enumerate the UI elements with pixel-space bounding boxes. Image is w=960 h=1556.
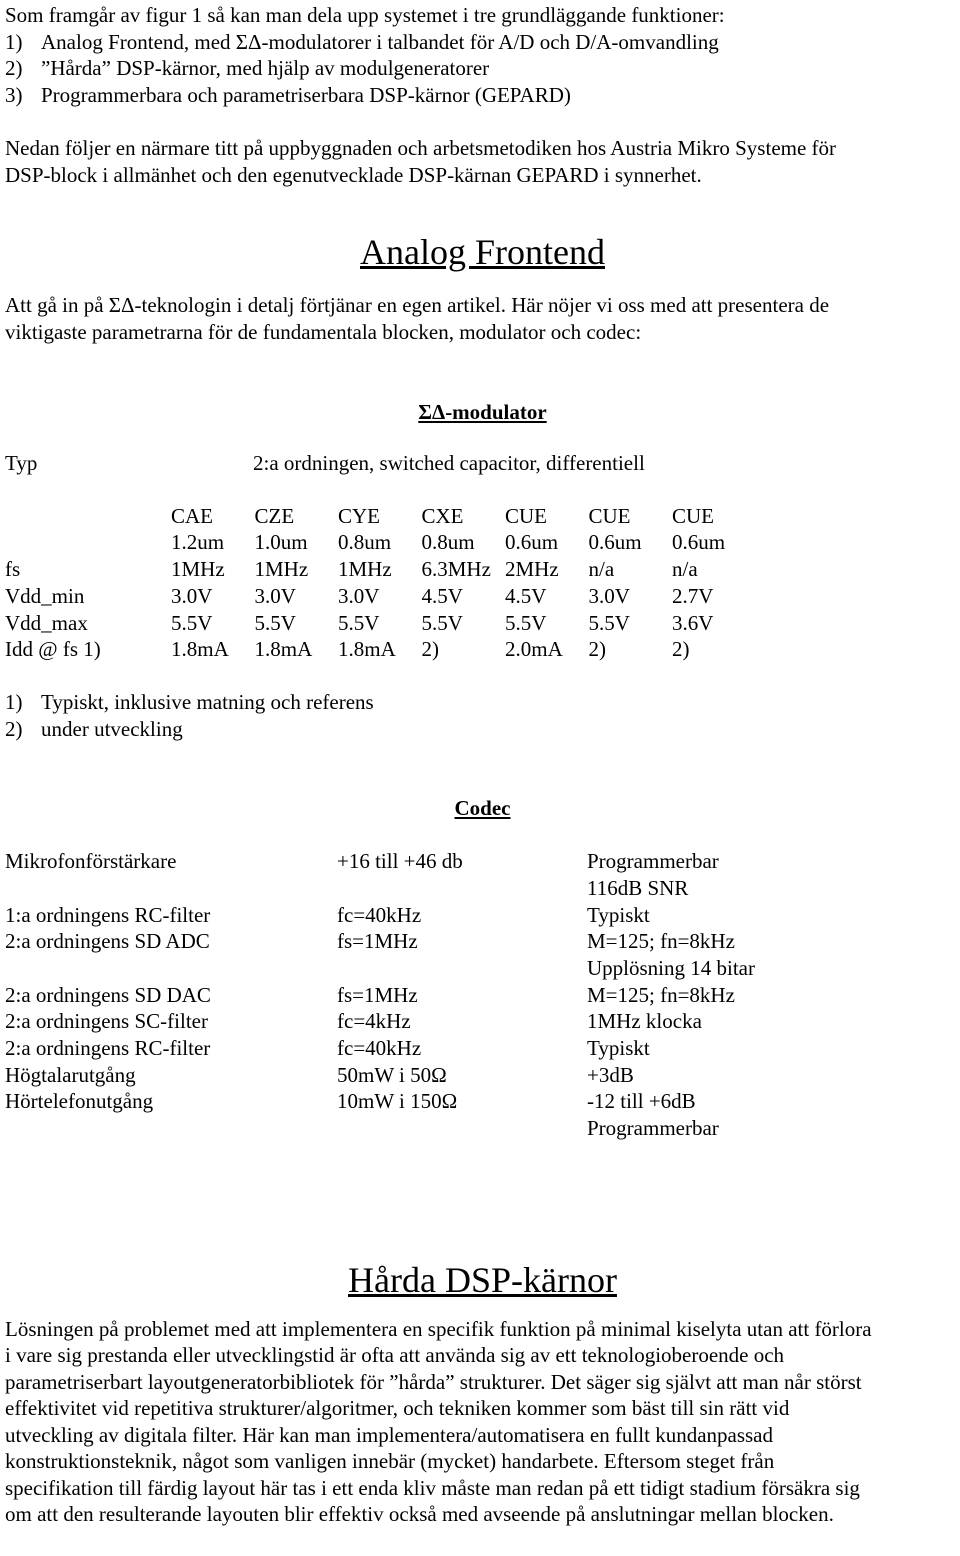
intro-paragraph-line: Nedan följer en närmare titt på uppbyggnaden och arbetsmetodiken hos Austria Mikro Systeme för xyxy=(5,136,837,160)
table-cell: 1.2um xyxy=(171,530,225,555)
table-cell: 4.5V xyxy=(505,583,547,608)
paragraph-line: parametriserbart layoutgeneratorbibliotek för ”hårda” strukturer. Det säger sig självt att man når störst xyxy=(5,1369,862,1394)
table-cell: Typiskt xyxy=(587,1036,650,1061)
table-cell: 1MHz klocka xyxy=(587,1009,702,1034)
table-cell: 5.5V xyxy=(588,610,630,635)
table-cell: M=125; fn=8kHz xyxy=(587,982,735,1007)
table-cell: Hörtelefonutgång xyxy=(5,1089,154,1114)
table-cell xyxy=(5,875,337,902)
analog-frontend-heading: Analog Frontend xyxy=(360,232,605,272)
footnote: 2) under utveckling xyxy=(5,716,183,741)
type-label: Typ xyxy=(5,451,38,475)
table-row xyxy=(5,902,755,929)
table-cell: Vdd_min xyxy=(5,583,85,608)
hard-dsp-paragraph xyxy=(5,1316,960,1528)
table-cell xyxy=(5,529,171,556)
table-cell xyxy=(5,955,337,982)
table-cell: n/a xyxy=(672,557,698,582)
table-cell xyxy=(5,1115,337,1142)
analog-paragraph-line: viktigaste parametrarna för de fundamentala blocken, modulator och codec: xyxy=(5,319,642,344)
table-cell: 2) xyxy=(588,637,606,662)
table-cell: fc=40kHz xyxy=(337,902,422,927)
document-page xyxy=(5,2,960,1528)
table-cell: Vdd_max xyxy=(5,610,88,635)
table-cell: CAE xyxy=(171,503,213,528)
table-cell: Högtalarutgång xyxy=(5,1062,136,1087)
footnote: 1) Typiskt, inklusive matning och referens xyxy=(5,690,374,715)
table-cell: Upplösning 14 bitar xyxy=(587,956,755,981)
table-cell xyxy=(5,503,171,530)
table-cell: CYE xyxy=(338,503,380,528)
table-cell: fc=40kHz xyxy=(337,1036,422,1061)
table-cell: 0.8um xyxy=(338,530,392,555)
table-cell: 4.5V xyxy=(421,583,463,608)
table-cell: 3.0V xyxy=(254,583,296,608)
table-row xyxy=(5,583,756,610)
table-cell: Programmerbar xyxy=(587,1116,719,1141)
table-cell: 1.8mA xyxy=(254,637,313,662)
table-cell: 10mW i 150Ω xyxy=(337,1089,458,1114)
table-row xyxy=(5,503,756,530)
table-cell: +16 till +46 db xyxy=(337,849,463,874)
paragraph-line: om att den resulterande layouten blir effektiv också med avseende på anslutningar mellan blocken. xyxy=(5,1502,834,1527)
intro-paragraph-line: DSP-block i allmänhet och den egenutvecklade DSP-kärnan GEPARD i synnerhet. xyxy=(5,162,702,187)
table-cell: 1:a ordningens RC-filter xyxy=(5,902,211,927)
table-cell: 0.6um xyxy=(672,530,726,555)
table-cell: 0.6um xyxy=(588,530,642,555)
modulator-heading: ΣΔ-modulator xyxy=(418,400,547,424)
table-cell: 1.8mA xyxy=(338,637,396,662)
list-item: 2) ”Hårda” DSP-kärnor, med hjälp av modulgeneratorer xyxy=(5,56,490,80)
table-cell: 2:a ordningens SD ADC xyxy=(5,929,210,954)
table-cell: 5.5V xyxy=(171,610,213,635)
type-value: 2:a ordningen, switched capacitor, differentiell xyxy=(253,451,645,475)
table-cell: 3.6V xyxy=(672,610,714,635)
table-cell: -12 till +6dB xyxy=(587,1089,696,1114)
table-cell: 3.0V xyxy=(171,583,213,608)
table-cell: 2) xyxy=(672,637,690,662)
table-row xyxy=(5,928,755,955)
table-cell: 5.5V xyxy=(338,610,380,635)
table-cell: fs=1MHz xyxy=(337,982,418,1007)
table-row xyxy=(5,1062,755,1089)
table-cell: 5.5V xyxy=(421,610,463,635)
table-cell: fc=4kHz xyxy=(337,1009,411,1034)
table-cell xyxy=(337,955,587,982)
table-row xyxy=(5,610,756,637)
table-row xyxy=(5,875,755,902)
table-cell: 2) xyxy=(421,637,439,662)
function-list xyxy=(5,29,960,109)
table-cell xyxy=(337,875,587,902)
table-row xyxy=(5,1008,755,1035)
codec-table xyxy=(5,848,755,1142)
table-row xyxy=(5,556,756,583)
table-cell: CXE xyxy=(421,503,464,528)
modulator-type-row xyxy=(5,450,960,477)
table-cell: +3dB xyxy=(587,1062,634,1087)
table-cell: Mikrofonförstärkare xyxy=(5,849,177,874)
table-row xyxy=(5,636,756,663)
paragraph-line: utveckling av digitala filter. Här kan man implementera/automatisera en fullt kundanpassad xyxy=(5,1422,773,1447)
list-item: 3) Programmerbara och parametriserbara DSP-kärnor (GEPARD) xyxy=(5,82,571,107)
table-cell: 5.5V xyxy=(254,610,296,635)
paragraph-line: effektivitet vid repetitiva strukturer/algoritmer, och tekniken kommer som bäst till sin rätt vid xyxy=(5,1396,790,1421)
table-row xyxy=(5,1115,755,1142)
intro-section xyxy=(5,2,960,188)
table-row xyxy=(5,955,755,982)
table-row xyxy=(5,529,756,556)
table-cell: 2:a ordningens SD DAC xyxy=(5,982,211,1007)
table-cell: 2:a ordningens RC-filter xyxy=(5,1036,211,1061)
table-cell: CZE xyxy=(254,503,295,528)
analog-paragraph-line: Att gå in på ΣΔ-teknologin i detalj förtjänar en egen artikel. Här nöjer vi oss med att presentera de xyxy=(5,293,830,317)
modulator-table xyxy=(5,503,756,664)
table-cell: Programmerbar xyxy=(587,849,719,874)
table-cell: 2MHz xyxy=(505,557,559,582)
table-cell: Typiskt xyxy=(587,902,650,927)
table-cell: 1.0um xyxy=(254,530,308,555)
paragraph-line: konstruktionsteknik, något som vanligen innebär (mycket) handarbete. Eftersom steget från xyxy=(5,1449,775,1474)
table-cell: 1.8mA xyxy=(171,637,229,662)
table-cell: 3.0V xyxy=(338,583,380,608)
table-cell: 0.6um xyxy=(505,530,559,555)
table-cell: fs xyxy=(5,557,21,582)
table-cell xyxy=(337,1115,587,1142)
codec-heading: Codec xyxy=(454,796,511,821)
table-cell: 2.0mA xyxy=(505,637,563,662)
paragraph-line: specifikation till färdig layout här tas i ett enda kliv måste man redan på ett tidigt stadium försäkra sig xyxy=(5,1475,860,1500)
table-cell: 6.3MHz xyxy=(421,557,491,582)
paragraph-line: i vare sig prestanda eller utvecklingstid är ofta att använda sig av ett teknologioberoende och xyxy=(5,1343,785,1368)
hard-dsp-heading: Hårda DSP-kärnor xyxy=(348,1259,617,1300)
table-cell: 116dB SNR xyxy=(587,875,689,900)
table-cell: Idd @ fs 1) xyxy=(5,637,101,662)
intro-lead: Som framgår av figur 1 så kan man dela upp systemet i tre grundläggande funktioner: xyxy=(5,3,725,27)
table-cell: n/a xyxy=(588,557,615,582)
table-cell: 2:a ordningens SC-filter xyxy=(5,1009,208,1034)
table-row xyxy=(5,848,755,875)
table-cell: 3.0V xyxy=(588,583,630,608)
table-cell: 2.7V xyxy=(672,583,714,608)
table-cell: fs=1MHz xyxy=(337,929,418,954)
modulator-notes xyxy=(5,689,960,742)
table-cell: CUE xyxy=(672,503,714,528)
table-cell: 50mW i 50Ω xyxy=(337,1062,447,1087)
table-row xyxy=(5,1088,755,1115)
table-cell: 1MHz xyxy=(254,557,309,582)
table-cell: M=125; fn=8kHz xyxy=(587,929,735,954)
table-row xyxy=(5,1035,755,1062)
table-cell: CUE xyxy=(588,503,631,528)
table-cell: 1MHz xyxy=(338,557,392,582)
table-cell: 0.8um xyxy=(421,530,475,555)
table-row xyxy=(5,982,755,1009)
list-item: 1) Analog Frontend, med ΣΔ-modulatorer i talbandet för A/D och D/A-omvandling xyxy=(5,29,719,54)
table-cell: 1MHz xyxy=(171,557,225,582)
paragraph-line: Lösningen på problemet med att implementera en specifik funktion på minimal kiselyta utan att förlora xyxy=(5,1316,872,1341)
table-cell: 5.5V xyxy=(505,610,547,635)
table-cell: CUE xyxy=(505,503,547,528)
